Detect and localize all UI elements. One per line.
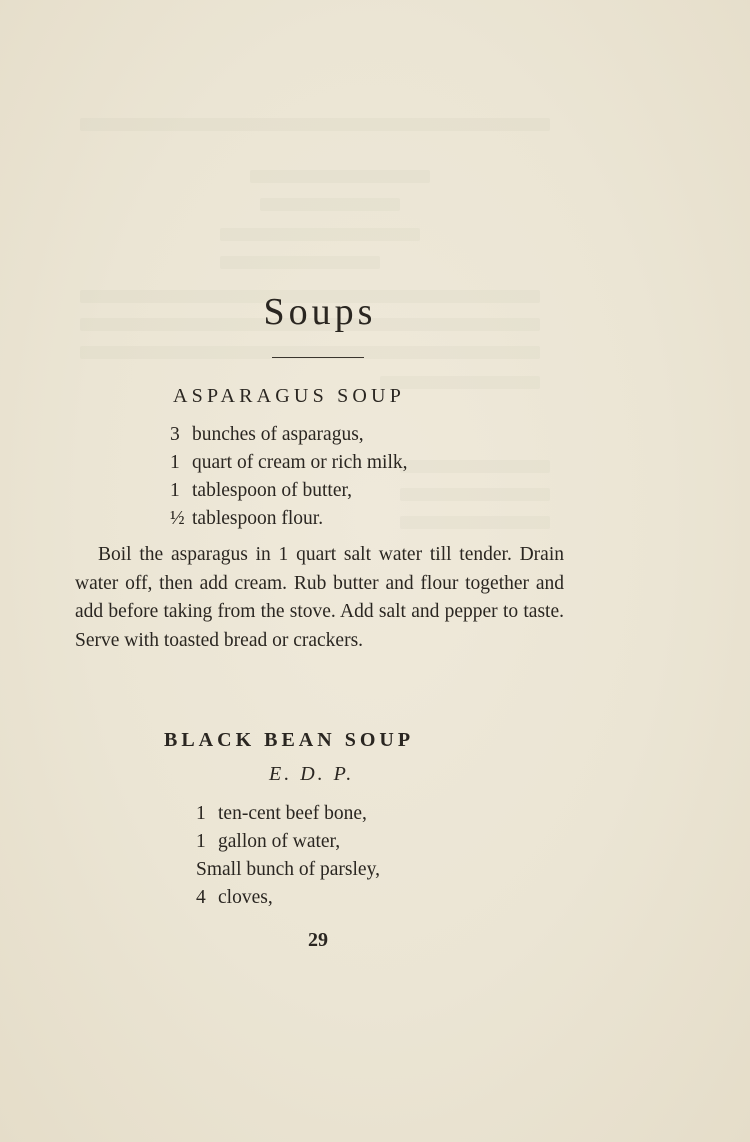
ingredient-text: quart of cream or rich milk, (192, 452, 408, 473)
ingredient-quantity: ½ (170, 508, 185, 529)
ingredient-list (170, 421, 408, 533)
ingredient-item (170, 421, 408, 449)
ingredient-text: Small bunch of parsley, (196, 859, 380, 880)
ingredient-quantity: 1 (170, 480, 180, 501)
ingredient-quantity: 1 (170, 452, 180, 473)
ingredient-text: tablespoon of butter, (192, 480, 353, 501)
ingredient-quantity: 1 (196, 831, 206, 852)
ingredient-quantity: 3 (170, 424, 180, 445)
ingredient-text: tablespoon flour. (192, 508, 324, 529)
recipe-heading: ASPARAGUS SOUP (173, 385, 406, 407)
ingredient-item (196, 828, 380, 856)
page-title: Soups (263, 291, 377, 333)
ingredient-item (196, 856, 380, 884)
ingredient-item (196, 884, 380, 912)
page-number: 29 (308, 929, 328, 951)
recipe-byline: E. D. P. (269, 763, 355, 785)
ingredient-quantity: 1 (196, 803, 206, 824)
ingredient-text: bunches of asparagus, (192, 424, 364, 445)
ingredient-item (170, 449, 408, 477)
title-divider (272, 357, 364, 358)
ingredient-item (170, 477, 408, 505)
ingredient-item (196, 800, 380, 828)
ingredient-text: cloves, (218, 887, 273, 908)
ingredient-text: gallon of water, (218, 831, 341, 852)
ingredient-list (196, 800, 380, 912)
ingredient-quantity: 4 (196, 887, 206, 908)
recipe-heading: BLACK BEAN SOUP (164, 729, 415, 751)
ingredient-text: ten-cent beef bone, (218, 803, 367, 824)
ingredient-item (170, 505, 408, 533)
recipe-directions: Boil the asparagus in 1 quart salt water till tender. Drain water off, then add cream. Rub butter and flour together and add before taking from the stove. Add salt and pepper to taste. Serve with toasted bread or crackers. (75, 544, 564, 651)
